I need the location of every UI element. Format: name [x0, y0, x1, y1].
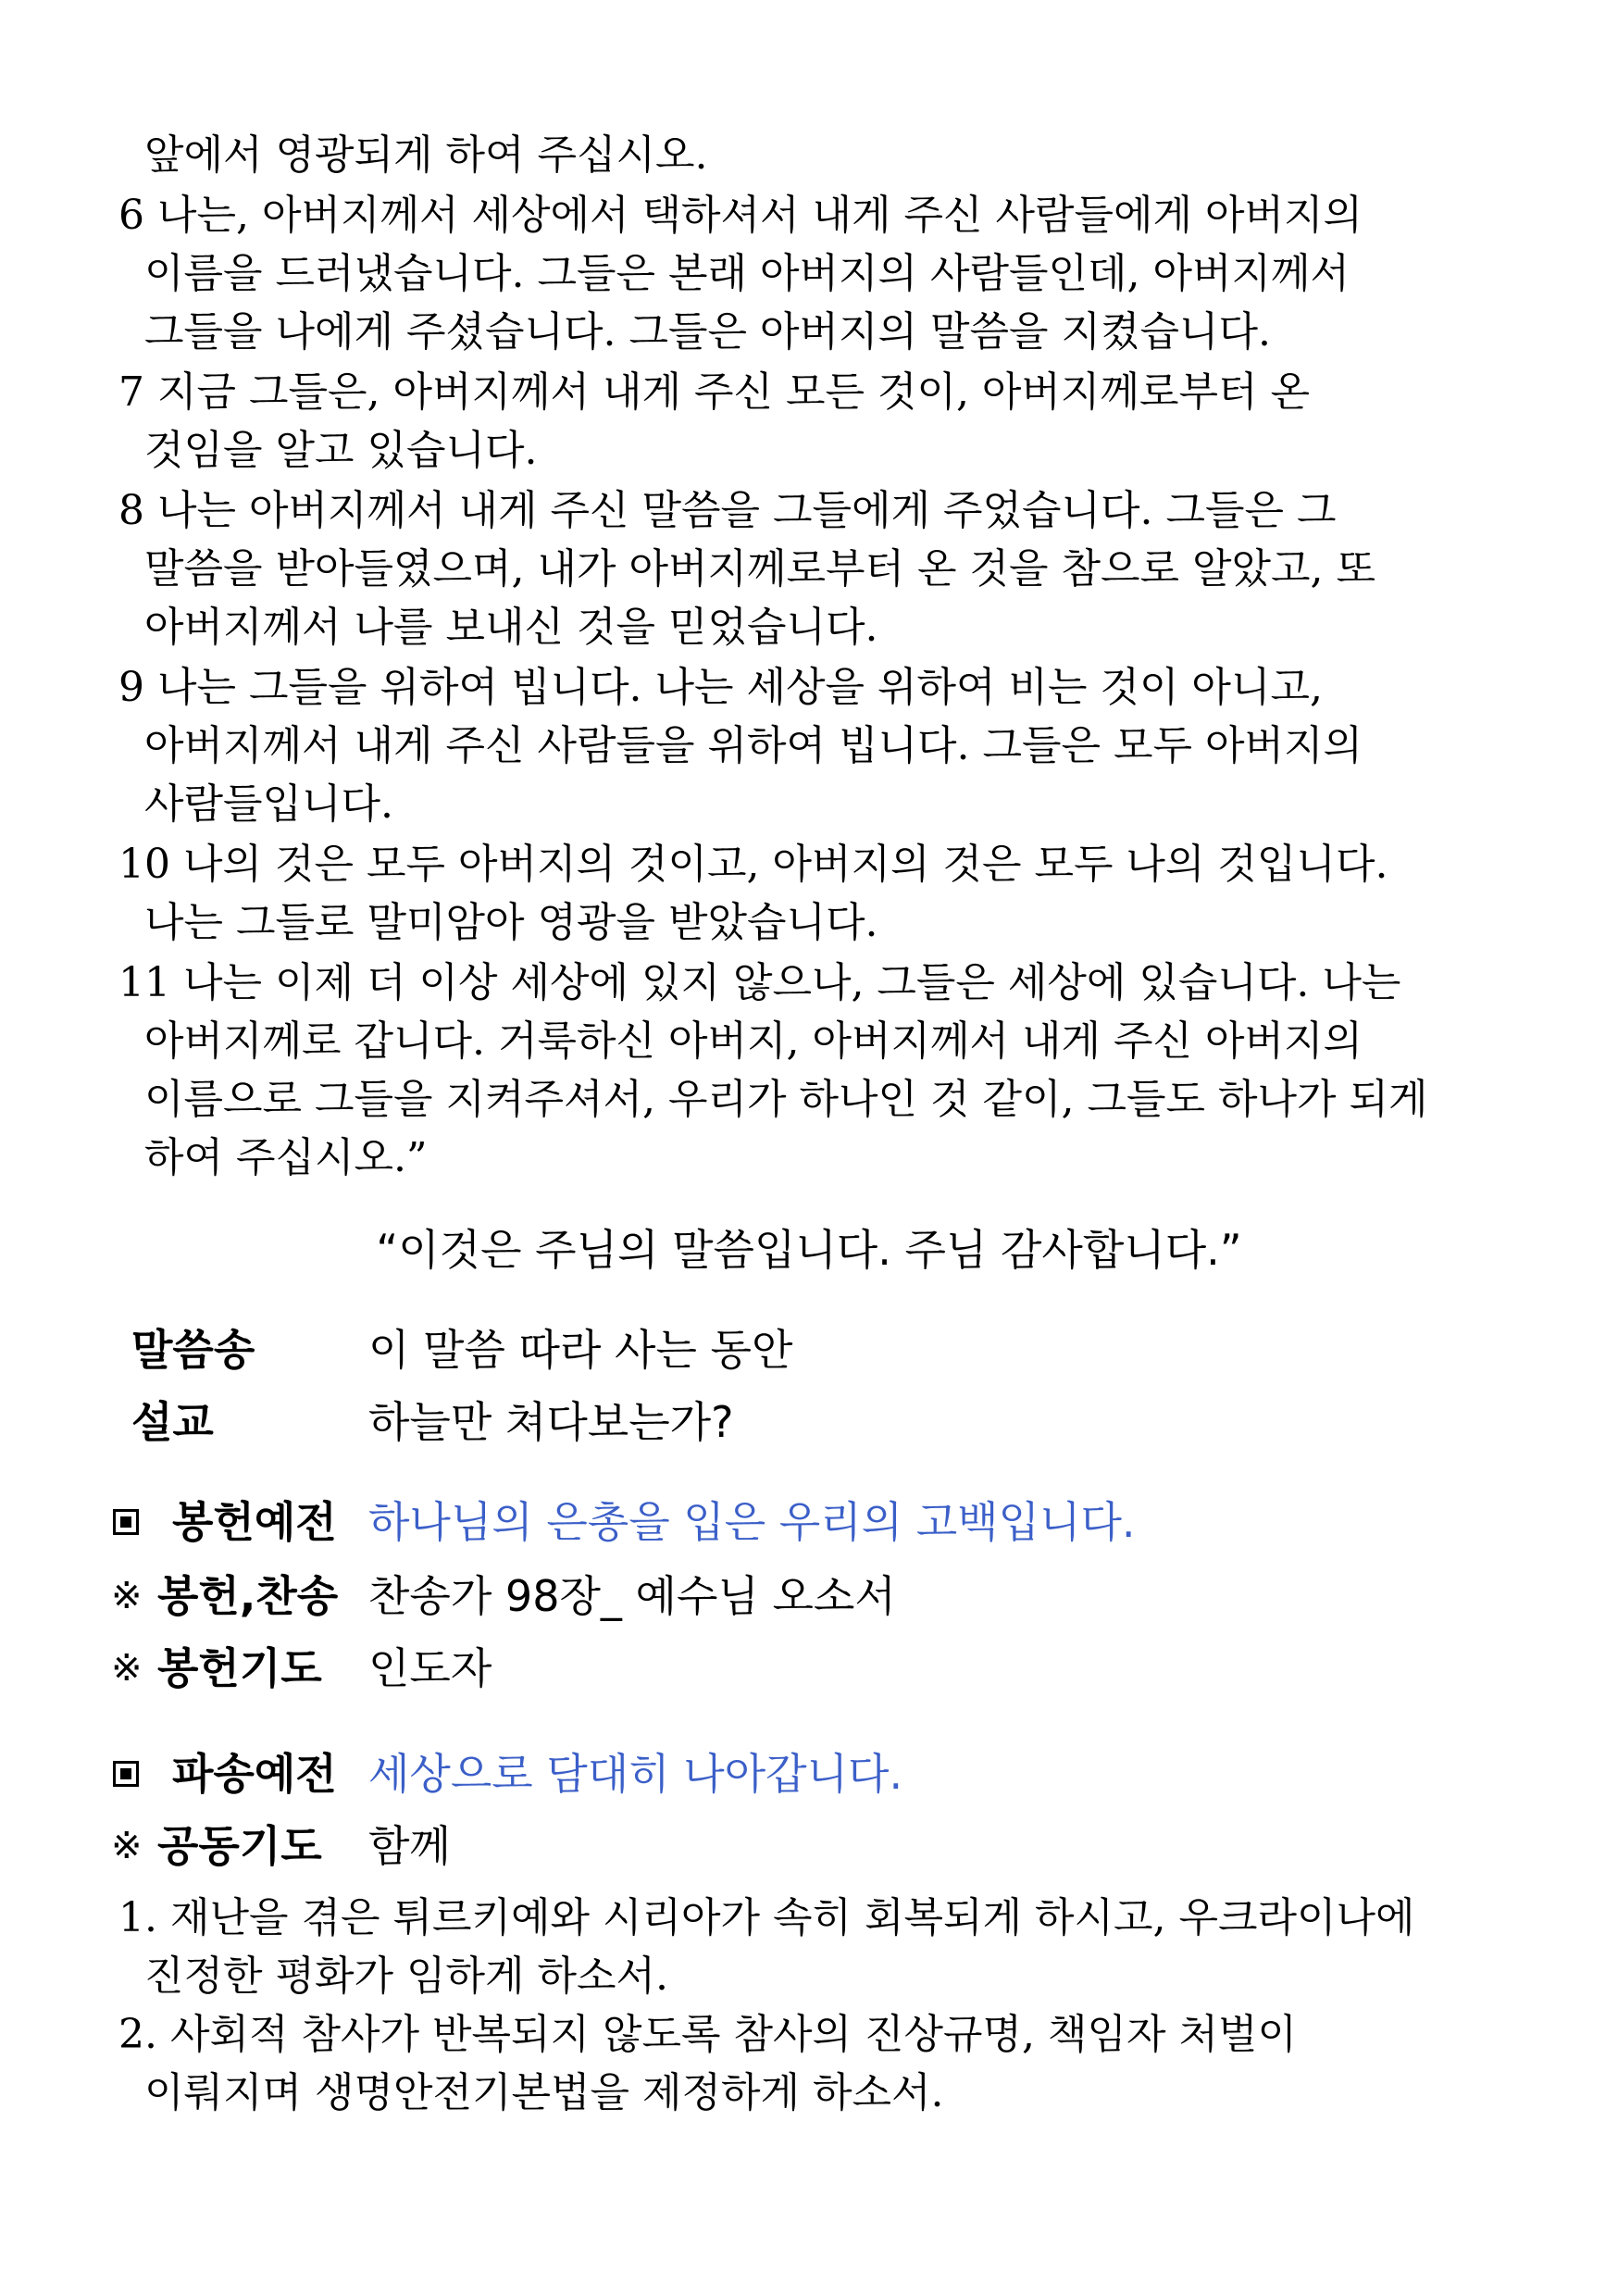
reference-mark-icon: ※ [111, 1575, 143, 1617]
prayer-continuation-line: 이뤄지며 생명안전기본법을 제정하게 하소서. [144, 2069, 944, 2116]
prayer-line: 1. 재난을 겪은 튀르키예와 시리아가 속히 회복되게 하시고, 우크라이나에 [118, 1894, 1415, 1941]
sermon-title: 하늘만 쳐다보는가? [368, 1397, 734, 1447]
offering-hymn-title: 찬송가 98장_ 예수님 오소서 [368, 1571, 896, 1621]
common-prayer-value: 함께 [368, 1821, 451, 1871]
reference-mark-icon: ※ [111, 1825, 143, 1867]
verse-line: 6 나는, 아버지께서 세상에서 택하셔서 내게 주신 사람들에게 아버지의 [118, 192, 1363, 239]
verse-continuation-line: 것임을 알고 있습니다. [144, 427, 538, 474]
verse-continuation-line: 사람들입니다. [144, 780, 394, 828]
verse-line: 9 나는 그들을 위하여 빕니다. 나는 세상을 위하여 비는 것이 아니고, [118, 664, 1323, 711]
common-prayer-label: 공동기도 [157, 1821, 322, 1871]
verse-continuation-line: 그들을 나에게 주셨습니다. 그들은 아버지의 말씀을 지켰습니다. [144, 308, 1271, 356]
offering-hymn-label: 봉헌,찬송 [157, 1571, 339, 1621]
offering-section-subtitle: 하나님의 은총을 입은 우리의 고백입니다. [368, 1497, 1136, 1547]
closing-response: “이것은 주님의 말씀입니다. 주님 감사합니다.” [376, 1225, 1242, 1275]
sending-section-label: 파송예전 [172, 1749, 337, 1799]
offering-section-label: 봉헌예전 [172, 1497, 337, 1547]
prayer-list [118, 1889, 1544, 2122]
offering-prayer-label: 봉헌기도 [157, 1643, 322, 1693]
verse-line: 11 나는 이제 더 이상 세상에 있지 않으나, 그들은 세상에 있습니다. 나는 [118, 959, 1401, 1006]
verse-continuation-line: 이름을 드러냈습니다. 그들은 본래 아버지의 사람들인데, 아버지께서 [144, 250, 1350, 297]
verse-continuation-line: 아버지께서 내게 주신 사람들을 위하여 빕니다. 그들은 모두 아버지의 [144, 722, 1363, 769]
prayer-continuation-line: 진정한 평화가 임하게 하소서. [144, 1953, 668, 2000]
sermon-label: 설교 [131, 1397, 214, 1447]
sermon-hymn-title: 이 말씀 따라 사는 동안 [368, 1325, 793, 1375]
section-marker-icon [113, 1761, 139, 1787]
scripture-passage [118, 126, 1525, 1187]
sermon-hymn-label: 말씀송 [131, 1325, 255, 1375]
offering-prayer-leader: 인도자 [368, 1643, 492, 1693]
verse-continuation-line: 이름으로 그들을 지켜주셔서, 우리가 하나인 것 같이, 그들도 하나가 되게 [144, 1076, 1428, 1123]
sending-section-subtitle: 세상으로 담대히 나아갑니다. [368, 1749, 903, 1799]
verse-line: 7 지금 그들은, 아버지께서 내게 주신 모든 것이, 아버지께로부터 온 [118, 368, 1310, 416]
verse-continuation-line: 아버지께로 갑니다. 거룩하신 아버지, 아버지께서 내게 주신 아버지의 [144, 1017, 1363, 1065]
verse-continuation-line: 나는 그들로 말미암아 영광을 받았습니다. [144, 899, 878, 946]
reference-mark-icon: ※ [111, 1647, 143, 1690]
prayer-item [118, 1889, 1544, 2005]
verse-continuation-line: 하여 주십시오.” [144, 1134, 428, 1181]
prayer-line: 2. 사회적 참사가 반복되지 않도록 참사의 진상규명, 책임자 처벌이 [118, 2011, 1297, 2058]
verse-line: 10 나의 것은 모두 아버지의 것이고, 아버지의 것은 모두 나의 것입니다. [118, 841, 1388, 888]
prayer-item [118, 2005, 1544, 2122]
verse-continuation-line: 앞에서 영광되게 하여 주십시오. [144, 131, 708, 179]
verse-continuation-line: 아버지께서 나를 보내신 것을 믿었습니다. [144, 604, 878, 651]
section-marker-icon [113, 1509, 139, 1535]
verse-continuation-line: 말씀을 받아들였으며, 내가 아버지께로부터 온 것을 참으로 알았고, 또 [144, 545, 1375, 593]
verse-line: 8 나는 아버지께서 내게 주신 말씀을 그들에게 주었습니다. 그들은 그 [118, 487, 1337, 534]
